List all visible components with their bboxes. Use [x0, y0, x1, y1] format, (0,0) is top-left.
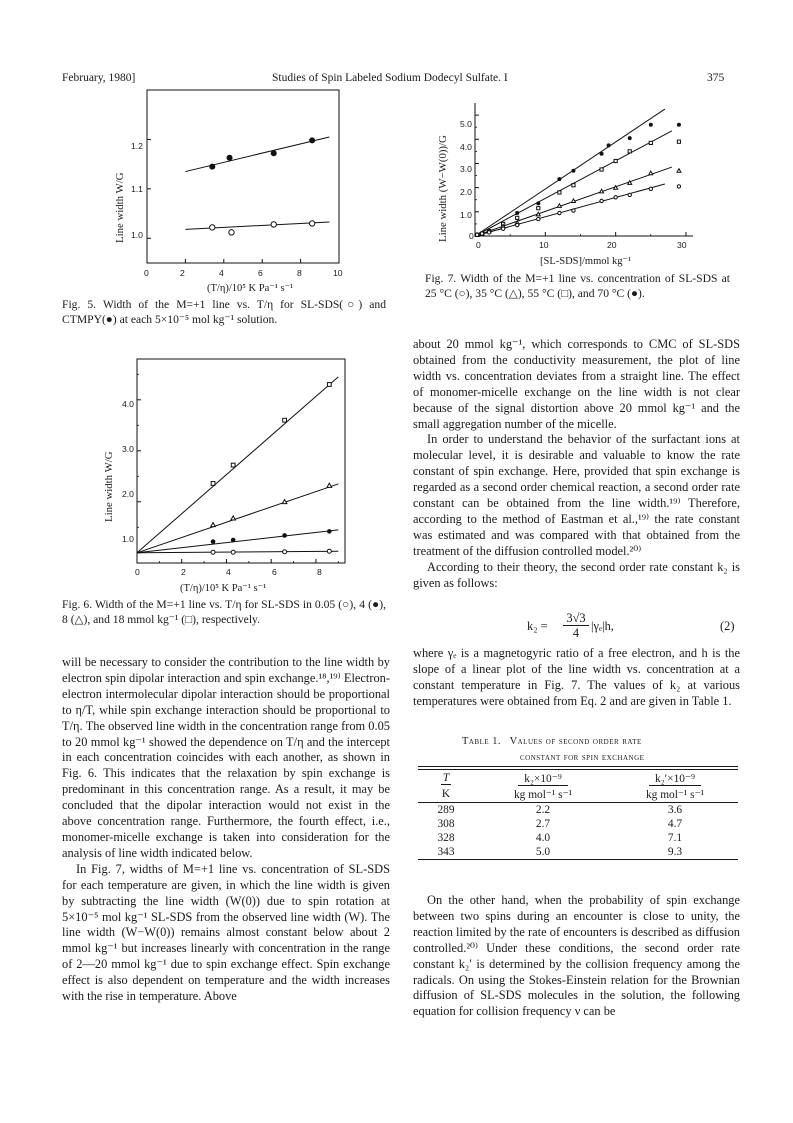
- fig6-xtick: 6: [272, 567, 277, 577]
- equation-number: (2): [720, 619, 735, 633]
- fig5-ytick: 1.1: [131, 184, 143, 194]
- table1-unit: kg mol⁻¹ s⁻¹: [645, 789, 705, 801]
- table-cell: 4.0: [535, 832, 551, 844]
- data-point: [677, 169, 681, 173]
- fig7-ytick: 0: [469, 231, 474, 241]
- data-point: [677, 185, 680, 188]
- data-point: [480, 232, 483, 235]
- fig7-xtick: 30: [677, 240, 687, 250]
- data-point: [649, 171, 653, 175]
- fig7-xlabel: [SL-SDS]/mmol kg⁻¹: [540, 256, 632, 267]
- data-point: [600, 168, 603, 171]
- data-point: [557, 204, 561, 208]
- data-point: [571, 199, 575, 203]
- fig6-ylabel: Line width W/G: [103, 451, 115, 522]
- table1-unit: K: [441, 788, 451, 800]
- fig7-caption: Fig. 7. Width of the M=+1 line vs. concentration of SL-SDS at 25 °C (○), 35 °C (△), 55 °C (□), and 70 °C (●).: [425, 272, 730, 300]
- data-point: [557, 177, 561, 181]
- right-column-text-mid: [413, 646, 740, 710]
- equation-numerator: 3√3: [563, 611, 589, 626]
- paragraph: According to their theory, the second order rate constant k₂ is given as follows:: [413, 559, 740, 590]
- data-point: [649, 187, 652, 190]
- fig7-ytick: 2.0: [460, 187, 472, 197]
- data-point: [614, 196, 617, 199]
- table-cell: 4.7: [667, 818, 683, 830]
- data-point: [628, 193, 631, 196]
- running-header-date: February, 1980]: [62, 72, 136, 84]
- data-point: [515, 223, 518, 226]
- data-point: [628, 136, 632, 140]
- data-point: [614, 159, 617, 162]
- data-point: [501, 227, 504, 230]
- paragraph: where γₑ is a magnetogyric ratio of a free electron, and h is the slope of a linear plot of the line width vs. concentration at a constant temperature in Fig. 7. The values of k₂ at various temperatures were obtained from Eq. 2 and are given in Table 1.: [413, 646, 740, 708]
- data-point: [558, 191, 561, 194]
- table-cell: 308: [437, 818, 455, 830]
- page-number: 375: [707, 72, 725, 84]
- table-cell: 343: [437, 846, 455, 858]
- table-cell: 289: [437, 804, 455, 816]
- fig6-ytick: 3.0: [122, 444, 134, 454]
- table-row: [418, 845, 738, 860]
- fig6-xtick: 2: [181, 567, 186, 577]
- fig7-ytick: 4.0: [460, 142, 472, 152]
- data-point: [571, 169, 575, 173]
- table1-header: k₂′×10⁻⁹: [649, 773, 701, 786]
- data-point: [649, 123, 653, 127]
- paragraph: about 20 mmol kg⁻¹, which corresponds to CMC of SL-SDS obtained from the conductivity measurement, the plot of line width vs. concentration deviates from a straight line. The effect of monomer-micelle exchange on the line width is not clear because of the signal distortion above 20 mmol kg⁻¹ and the small aggregation number of the micelle.: [413, 337, 740, 431]
- running-header-title: Studies of Spin Labeled Sodium Dodecyl Sulfate. I: [272, 72, 508, 84]
- equation-lhs: k₂ =: [527, 619, 548, 633]
- paragraph: In order to understand the behavior of the surfactant ions at molecular level, it is desirable and valuable to know the rate constant of spin exchange. Here, provided that spin exchange is regarded as a second order chemical reaction, a second order rate constant can be obtained from the line width.¹⁹⁾ Therefore, according to the method of Eastman et al.,¹⁹⁾ the rate constant was estimated and was compared with that obtained from the treatment of the diffusion controlled model.²⁰⁾: [413, 432, 740, 558]
- data-point: [475, 233, 478, 236]
- table1-header: k₂×10⁻⁹: [518, 773, 567, 786]
- right-column-text-bottom: [413, 893, 740, 1020]
- table-cell: 2.2: [535, 804, 551, 816]
- fig5-caption: Fig. 5. Width of the M=+1 line vs. T/η for SL-SDS(○) and CTMPY(●) at each 5×10⁻⁵ mol kg⁻¹ solution.: [62, 298, 386, 326]
- paragraph: On the other hand, when the probability of spin exchange between two spins during an encounter is close to unity, the reaction limited by the rate of encounters is described as diffusion controlled.²⁰⁾ Under these conditions, the second order rate constant k₂′ is determined by the collision frequency among the radicals. On using the Stokes-Einstein relation for the Brownian diffusion of SL-SDS molecules in the solution, the following equation for collision frequency ν can be: [413, 893, 740, 1019]
- fig7-ylabel: Line width (W−W(0))/G: [437, 135, 449, 242]
- table1-header: T: [442, 772, 450, 784]
- fig5-ytick: 1.0: [131, 230, 143, 240]
- data-point: [600, 152, 604, 156]
- table-cell: 328: [437, 832, 455, 844]
- table-row: [418, 817, 738, 831]
- data-point: [677, 123, 681, 127]
- fig5-xtick: 6: [258, 268, 263, 278]
- fig6-ytick: 2.0: [122, 489, 134, 499]
- fit-line: [475, 109, 665, 236]
- fig7-ytick: 3.0: [460, 164, 472, 174]
- fig7-xtick: 10: [539, 240, 549, 250]
- data-point: [649, 141, 652, 144]
- data-point: [600, 189, 604, 193]
- data-point: [677, 140, 680, 143]
- fig5-xtick: 10: [333, 268, 343, 278]
- data-point: [558, 211, 561, 214]
- data-point: [607, 143, 611, 147]
- fig5-xtick: 8: [297, 268, 302, 278]
- fig7-xtick: 0: [476, 240, 481, 250]
- fig6-caption: Fig. 6. Width of the M=+1 line vs. T/η for SL-SDS in 0.05 (○), 4 (●), 8 (△), and 18 mmol kg⁻¹ (□), respectively.: [62, 598, 386, 626]
- table-cell: 7.1: [667, 832, 683, 844]
- equation-fraction: [563, 611, 589, 640]
- fig5-ytick: 1.2: [131, 141, 143, 151]
- data-point: [537, 217, 540, 220]
- table-cell: 5.0: [535, 846, 551, 858]
- table1-label: Table 1.: [462, 736, 502, 747]
- table-row: [418, 803, 738, 818]
- fig5-xlabel: (T/η)/10⁵ K Pa⁻¹ s⁻¹: [207, 283, 294, 294]
- fig6-xlabel: (T/η)/10⁵ K Pa⁻¹ s⁻¹: [180, 583, 267, 594]
- table-cell: 9.3: [667, 846, 683, 858]
- table-cell: 2.7: [535, 818, 551, 830]
- table-row: [418, 831, 738, 845]
- fig6-xtick: 0: [135, 567, 140, 577]
- table1-title-line1: [462, 736, 642, 747]
- fig5-ylabel: Line width W/G: [114, 172, 126, 243]
- fig5-xtick: 0: [144, 268, 149, 278]
- data-point: [537, 207, 540, 210]
- fig7-ytick: 5.0: [460, 119, 472, 129]
- fig5-xtick: 4: [219, 268, 224, 278]
- fig5-xtick: 2: [180, 268, 185, 278]
- table1-title-line2: constant for spin exchange: [520, 752, 645, 763]
- right-column-text-top: [413, 337, 740, 592]
- equation-rhs: |γₑ|h,: [591, 619, 614, 633]
- table-1: [418, 766, 738, 860]
- fig6-xtick: 8: [317, 567, 322, 577]
- table1-unit: kg mol⁻¹ s⁻¹: [513, 789, 573, 801]
- table1-title-text: Values of second order rate: [509, 736, 642, 747]
- fig6-ytick: 4.0: [122, 399, 134, 409]
- fig7-xtick: 20: [607, 240, 617, 250]
- data-point: [572, 184, 575, 187]
- paragraph: will be necessary to consider the contribution to the line width by electron spin dipolar interaction and spin exchange.¹⁸,¹⁹⁾ Electron-electron intermolecular dipolar interaction should be proportional to η/T, while spin exchange interaction should be proportional to T/η. The observed line width in the concentration range from 0.05 to 20 mmol kg⁻¹ showed the dependence on T/η and the intercept in each concentration coincides with each another, as shown in Fig. 6. This indicates that the relaxation by spin exchange is predominant in this concentration range. As a result, it may be concluded that the dipolar interaction would not exist in the above concentration range. Furthermore, the fourth effect, i.e., monomer-micelle exchange is taken into consideration for the analysis of line width indicated below.: [62, 655, 390, 860]
- fig7-ytick: 1.0: [460, 210, 472, 220]
- data-point: [536, 212, 540, 216]
- table-cell: 3.6: [667, 804, 683, 816]
- data-point: [600, 199, 603, 202]
- data-point: [572, 209, 575, 212]
- equation-denominator: 4: [572, 626, 580, 640]
- paragraph: In Fig. 7, widths of M=+1 line vs. concentration of SL-SDS for each temperature are given, in which the line width is given by subtracting the line width (W(0)) due to spin rotation at 5×10⁻⁵ mol kg⁻¹ SL-SDS from the observed line width (W). The line width (W−W(0)) remains almost constant below about 2 mmol kg⁻¹ but increases linearly with concentration in the range of 2—20 mmol kg⁻¹ due to spin exchange effect. Spin exchange effect is also dependent on temperature and the width increases with the rise in temperature. Above: [62, 861, 390, 1004]
- data-point: [628, 150, 631, 153]
- data-point: [516, 216, 519, 219]
- fig6-ytick: 1.0: [122, 534, 134, 544]
- fig6-xtick: 4: [226, 567, 231, 577]
- data-point: [487, 231, 490, 234]
